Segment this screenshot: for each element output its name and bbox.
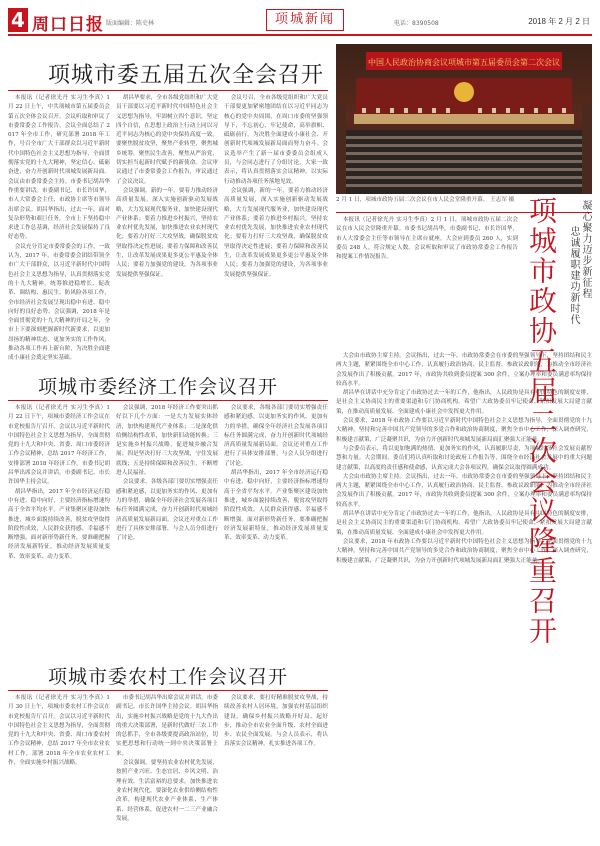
- article-3-column-3: 会议要求，要打好精准脱贫攻坚战，持续改善农村人居环境，加强农村基层组织建设，确保乡村振兴战略开好局、起好步，推动全市农业全面升级、农村全面进步、农民全面发展。与会人员表示，将认真落实会议精神，扎实推进各项工作。: [224, 695, 328, 748]
- article-1-column-2: 胡昌华要求，全市各级党组织和广大党员干部要以习近平新时代中国特色社会主义思想为指导，牢固树立四个意识，坚定四个自信，在思想上政治上行动上同以习近平同志为核心的党中央保持高度一致。要聚焦脱贫攻坚，聚焦产业转型，聚焦城乡统筹，聚焦民生改善，聚焦从严治党，切实担当起新时代赋予的新使命。会议审议通过了市委常委会工作报告，审议通过了会议决议。 会议强调，新的一年，要着力推动经济高质量发展，深入实施创新驱动发展战略，大力发展现代服务业，加快建设现代产业体系；要着力推进乡村振兴，坚持农业农村优先发展，加快推进农业农村现代化；要着力打好三大攻坚战，确保脱贫攻坚取得决定性进展；要着力保障和改善民生，让改革发展成果更多更公平惠及全体人民；要着力加强党的建设，为各项事业发展提供坚强保证。: [116, 95, 218, 278]
- divider: [8, 400, 328, 401]
- article-1-column-1: 本报讯（记者徐光丹 实习生李真）1 月 22 日上午，中共项城市第五届委员会第五次全体会议召开。会议听取和审议了市委常委会工作报告，会议全面总结了 2017 年全市工作，研究部署 2018 年工作，号召全市广大干部群众以习近平新时代中国特色社会主义思想为指导，全面贯彻落实党的十九大精神，坚定信心、砥砺奋进，奋力开创新时代项城发展新局面。会议由市委常委会主持。市委书记胡昌华作重要讲话。市委副书记、市长许国华，市人大常委会主任、市政协主席等市领导出席会议。胡昌华指出，过去一年，面对复杂形势和艰巨任务，全市上下坚持稳中求进工作总基调，经济社会发展保持了良好态势。 会议充分肯定市委常委会的工作，一致认为，2017 年，市委常委会团结带领全市广大干部群众，以习近平新时代中国特色社会主义思想为指导，认真贯彻落实党的十九大精神，统筹推进稳增长、促改革、调结构、惠民生、防风险各项工作，全市经济社会发展呈现出稳中有进、稳中向好的良好态势。会议强调，2018 年是全面贯彻党的十九大精神的开局之年，全市上下要深刻把握新时代新要求，以更加昂扬的精神状态、更加务实的工作作风，推动各项工作再上新台阶，为决胜全面建成小康社会奠定坚实基础。: [8, 95, 110, 362]
- article-1-title: 项城市委五届五次全会召开: [48, 63, 325, 88]
- section-title: 项城新闻: [266, 9, 344, 31]
- newspaper-brand: 周口日报: [32, 15, 104, 35]
- divider: [8, 90, 328, 91]
- article-4-title: 项城市政协五届二次会议隆重召开: [525, 196, 558, 646]
- article-3-column-1: 本报讯（记者徐光丹 实习生李真）1 月 30 日上午，项城市委农村工作会议在市党校报告厅召开。会议以习近平新时代中国特色社会主义思想为指导，全面贯彻党的十九大和中央、省委、周口市委农村工作会议精神，总结 2017 年全市农业农村工作，部署 2018 年全市农业农村工作，全面实施乡村振兴战略。: [8, 695, 110, 767]
- phone-meta: 电话：8390508: [394, 20, 439, 27]
- article-3-column-2: 市委书记胡昌华出席会议并讲话，市委副书记、市长许国华主持会议。胡昌华指出，实施乡村振兴战略是党的十九大作出的重大决策部署，是新时代做好三农工作的总抓手，全市各级要提高政治站位，切实把思想和行动统一到中央决策部署上来。 会议强调，要坚持农业农村优先发展，按照产业兴旺、生态宜居、乡风文明、治理有效、生活富裕的总要求，加快推进农业农村现代化。要深化农业供给侧结构性改革，构建现代农业产业体系、生产体系、经营体系，促进农村一二三产业融合发展。: [116, 695, 218, 822]
- divider: [8, 690, 328, 691]
- conference-hall-illustration: [336, 44, 592, 194]
- page-number: 4: [8, 8, 28, 32]
- article-2-column-1: 本报讯（记者徐光丹 实习生李真）1 月 22 日下午，项城市委经济工作会议在市党校报告厅召开。会议以习近平新时代中国特色社会主义思想为指导，全面贯彻党的十九大和中央、省委、周口市委经济工作会议精神，总结 2017 年经济工作，安排部署 2018 年经济工作。市委书记胡昌华出席会议并讲话。市委副书记、市长许国华主持会议。 胡昌华指出，2017 年全市经济运行稳中有进、稳中向好，主要经济指标增速均高于全省平均水平。产业集聚区建设加快推进，城乡面貌持续改善，脱贫攻坚取得阶段性成效，人民群众获得感、幸福感不断增强。面对新形势新任务，要准确把握经济发展新特征，推动经济发展质量变革、效率变革、动力变革。: [8, 405, 110, 560]
- article-4-body: 大会由市政协主席主持。会议指出，过去一年，市政协常委会在市委的坚强领导下，坚持团结和民主两大主题，紧紧围绕全市中心工作，认真履行政治协商、民主监督、参政议政职能，为推动全市经济社会发展作出了积极贡献。2017 年，市政协共收到委员提案 300 余件，立案办理率和委员满意率均保持较高水平。 胡昌华在讲话中充分肯定了市政协过去一年的工作，他指出，人民政协是具有中国特色的制度安排，是社会主义协商民主的重要渠道和专门协商机构。希望广大政协委员牢记使命，紧扣发展大局建言献策，在推动高质量发展、全面建成小康社会中发挥更大作用。 会议要求，2018 年市政协工作要以习近平新时代中国特色社会主义思想为指导，全面贯彻党的十九大精神，坚持和完善中国共产党领导的多党合作和政治协商制度，聚焦全市中心工作，深入调查研究，积极建言献策，广泛凝聚共识，为奋力开创新时代项城发展新局面汇聚强大正能量。 与会委员表示，将以更加饱满的热情、更加务实的作风，认真履职尽责，为项城经济社会发展贡献智慧和力量。大会期间，委员们将认真听取和讨论政府工作报告等，围绕全市经济社会发展中的重大问题建言献策，以高度的责任感和使命感，认真完成大会各项议程，确保会议取得圆满成功。 大会由市政协主席主持。会议指出，过去一年，市政协常委会在市委的坚强领导下，坚持团结和民主两大主题，紧紧围绕全市中心工作，认真履行政治协商、民主监督、参政议政职能，为推动全市经济社会发展作出了积极贡献。2017 年，市政协共收到委员提案 300 余件，立案办理率和委员满意率均保持较高水平。 胡昌华在讲话中充分肯定了市政协过去一年的工作，他指出，人民政协是具有中国特色的制度安排，是社会主义协商民主的重要渠道和专门协商机构。希望广大政协委员牢记使命，紧扣发展大局建言献策，在推动高质量发展、全面建成小康社会中发挥更大作用。 会议要求，2018 年市政协工作要以习近平新时代中国特色社会主义思想为指导，全面贯彻党的十九大精神，坚持和完善中国共产党领导的多党合作和政治协商制度，聚焦全市中心工作，深入调查研究，积极建言献策，广泛凝聚共识，为奋力开创新时代项城发展新局面汇聚强大正能量。: [336, 353, 592, 564]
- article-1-column-3: 会议号召，全市各级党组织和广大党员干部要更加紧密地团结在以习近平同志为核心的党中央周围，在周口市委的坚强领导下，不忘初心、牢记使命，高举旗帜、砥砺前行，为决胜全面建成小康社会、开创新时代项城发展新局面而努力奋斗。会议选举产生了新一届市委委员会组成人员，与会同志进行了分组讨论，大家一致表示，将认真贯彻落实会议精神，以实际行动推动各项任务落地见效。 会议强调，新的一年，要着力推动经济高质量发展，深入实施创新驱动发展战略，大力发展现代服务业，加快建设现代产业体系；要着力推进乡村振兴，坚持农业农村优先发展，加快推进农业农村现代化；要着力打好三大攻坚战，确保脱贫攻坚取得决定性进展；要着力保障和改善民生，让改革发展成果更多更公平惠及全体人民；要着力加强党的建设，为各项事业发展提供坚强保证。: [224, 95, 328, 278]
- conference-photo: [336, 44, 592, 194]
- article-4-subtitle-1: 凝心聚力迈步新征程: [580, 200, 591, 299]
- article-3-title: 项城市委农村工作会议召开: [48, 666, 289, 688]
- page-header: [8, 6, 592, 36]
- issue-date: 2018 年 2 月 2 日: [528, 17, 590, 26]
- article-4-lead: 本报讯（记者徐光丹 实习生李真）2 月 1 日，项城市政协五届二次会议在市人民会堂隆重开幕。市委书记胡昌华，市委副书记、市长许国华，市人大常委会主任等市领导在主席台就座。大会应到委员 260 人，实到委员 248 人，符合规定人数。会议听取和审议了市政协常委会工作报告和提案工作情况报告。: [336, 217, 518, 261]
- editor-meta: 版面编辑：陈史林: [106, 20, 155, 27]
- photo-caption: 2 月 1 日，项城市政协五届二次会议在市人民会堂隆重开幕。 王志军 摄: [336, 197, 515, 203]
- article-4-subtitle-2: 忠诚履职建功新时代: [568, 226, 579, 325]
- article-2-title: 项城市委经济工作会议召开: [38, 376, 279, 398]
- photo-banner-text: 中国人民政治协商会议项城市第五届委员会第二次会议: [368, 58, 560, 67]
- article-2-column-2: 会议强调，2018 年经济工作要突出抓好以下几个方面：一是大力发展实体经济，加快构建现代产业体系；二是深化供给侧结构性改革，加快新旧动能转换；三是实施乡村振兴战略，促进城乡融合发展；四是坚决打好三大攻坚战，守住发展底线；五是持续保障和改善民生，不断增进人民福祉。 会议要求，各级各部门要切实增强责任感和紧迫感，以更加务实的作风、更加有力的举措，确保全年经济社会发展各项目标任务圆满完成，奋力开创新时代项城经济高质量发展新局面。会议还对重点工作进行了具体安排部署，与会人员分组进行了讨论。: [116, 405, 218, 542]
- article-2-column-3: 会议要求，各级各部门要切实增强责任感和紧迫感，以更加务实的作风、更加有力的举措，确保全年经济社会发展各项目标任务圆满完成，奋力开创新时代项城经济高质量发展新局面。会议还对重点工作进行了具体安排部署，与会人员分组进行了讨论。 胡昌华指出，2017 年全市经济运行稳中有进、稳中向好，主要经济指标增速均高于全省平均水平。产业集聚区建设加快推进，城乡面貌持续改善，脱贫攻坚取得阶段性成效，人民群众获得感、幸福感不断增强。面对新形势新任务，要准确把握经济发展新特征，推动经济发展质量变革、效率变革、动力变革。: [224, 405, 328, 542]
